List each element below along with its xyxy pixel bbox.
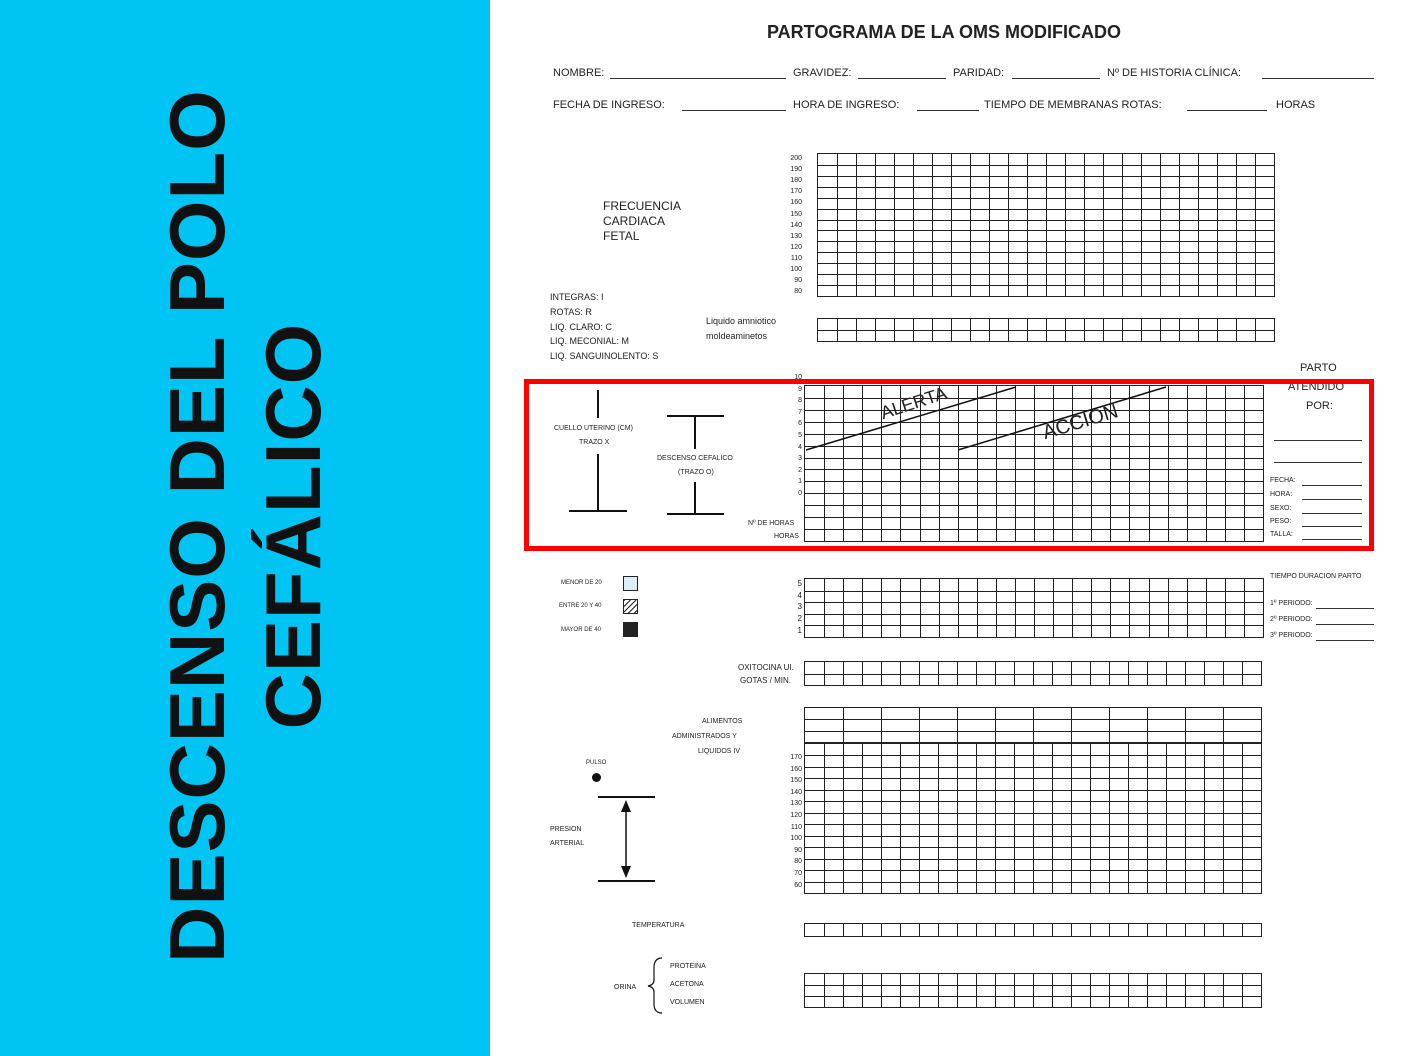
axis-tick-label: 100 xyxy=(790,266,802,273)
accion-label: ACCION xyxy=(1040,400,1121,445)
membranas-legend-item: ROTAS: R xyxy=(550,306,592,317)
axis-tick-label: 160 xyxy=(790,765,802,773)
horas-row-label: HORAS xyxy=(774,533,799,540)
volumen-label: VOLUMEN xyxy=(670,999,705,1006)
accion-line xyxy=(958,387,1166,450)
axis-tick-label: 60 xyxy=(794,881,802,889)
temperatura-label: TEMPERATURA xyxy=(632,922,685,929)
parto-label-2: ATENDIDO xyxy=(1288,381,1345,393)
axis-tick-label: 3 xyxy=(798,455,802,463)
axis-tick-label: 200 xyxy=(790,155,802,162)
axis-tick-label: 70 xyxy=(794,870,802,877)
gravidez-label: GRAVIDEZ: xyxy=(793,67,852,79)
liquido-label-2: moldeaminetos xyxy=(706,331,768,341)
presion-label-2: ARTERIAL xyxy=(550,840,585,847)
axis-tick-label: 140 xyxy=(790,788,802,796)
axis-tick-label: 170 xyxy=(790,754,802,761)
tiempo-title: TIEMPO DURACION PARTO xyxy=(1270,573,1362,580)
axis-tick-label: 130 xyxy=(790,232,802,240)
axis-tick-label: 110 xyxy=(790,823,802,831)
axis-tick-label: 2 xyxy=(797,614,802,624)
fcf-label-2: CARDIACA xyxy=(603,214,666,228)
axis-tick-label: 110 xyxy=(790,254,802,262)
alimentos-label-1: ALIMENTOS xyxy=(702,718,743,725)
parto-label-3: POR: xyxy=(1306,400,1333,412)
contraction-legend-3: MAYOR DE 40 xyxy=(561,627,601,633)
horas-label: HORAS xyxy=(1276,99,1316,111)
axis-tick-label: 5 xyxy=(798,432,802,439)
presion-label-1: PRESION xyxy=(550,826,582,833)
axis-tick-label: 90 xyxy=(794,277,802,285)
descenso-label-1: DESCENSO CEFALICO xyxy=(657,455,733,462)
orina-brace xyxy=(648,958,662,1013)
axis-tick-label: 4 xyxy=(798,443,802,451)
contraction-legend-2: ENTRE 20 Y 40 xyxy=(559,603,602,609)
periodo-3-label: 3º PERIODO: xyxy=(1270,632,1313,639)
oxitocina-label-1: OXITOCINA UI. xyxy=(738,663,794,672)
acetona-label: ACETONA xyxy=(670,981,704,988)
cuello-label-2: TRAZO X xyxy=(579,439,610,446)
axis-tick-label: 100 xyxy=(790,835,802,843)
axis-tick-label: 2 xyxy=(798,466,802,474)
axis-tick-label: 120 xyxy=(790,812,802,819)
axis-tick-label: 8 xyxy=(798,397,802,405)
axis-tick-label: 120 xyxy=(790,243,802,251)
form-title: PARTOGRAMA DE LA OMS MODIFICADO xyxy=(767,22,1121,42)
hora-ingreso-label: HORA DE INGRESO: xyxy=(793,99,900,111)
axis-tick-label: 80 xyxy=(794,858,802,866)
fecha-ingreso-label: FECHA DE INGRESO: xyxy=(553,99,665,111)
axis-tick-label: 150 xyxy=(790,777,802,785)
membranas-legend-item: INTEGRAS: I xyxy=(550,292,604,302)
axis-tick-label: 190 xyxy=(790,166,802,174)
oxitocina-label-2: GOTAS / MIN. xyxy=(740,676,791,685)
periodo-2-label: 2º PERIODO: xyxy=(1270,616,1313,623)
axis-tick-label: 0 xyxy=(798,490,802,497)
sexo-label: SEXO: xyxy=(1270,505,1292,512)
axis-tick-label: 90 xyxy=(794,846,802,854)
axis-tick-label: 6 xyxy=(798,420,802,428)
paridad-label: PARIDAD: xyxy=(953,67,1005,79)
peso-label: PESO: xyxy=(1270,518,1292,525)
pulso-label: PULSO xyxy=(586,760,607,766)
cuello-label-1: CUELLO UTERINO (CM) xyxy=(554,425,633,432)
slide-title-line2: CEFÁLICO xyxy=(249,322,337,730)
axis-tick-label: 140 xyxy=(790,221,802,229)
n-horas-label: Nº DE HORAS xyxy=(748,520,795,527)
contraction-legend-1: MENOR DE 20 xyxy=(561,580,602,586)
axis-tick-label: 10 xyxy=(794,374,802,381)
talla-label: TALLA: xyxy=(1270,531,1293,538)
orina-label: ORINA xyxy=(614,984,637,991)
membranas-legend-item: LIQ. CLARO: C xyxy=(550,321,613,332)
slide-title-line1: DESCENSO DEL POLO xyxy=(153,89,241,963)
membranas-legend-item: LIQ. SANGUINOLENTO: S xyxy=(550,351,659,362)
historia-label: Nº DE HISTORIA CLÍNICA: xyxy=(1107,67,1242,79)
parto-label-1: PARTO xyxy=(1300,362,1337,374)
axis-tick-label: 130 xyxy=(790,800,802,808)
axis-tick-label: 1 xyxy=(798,478,802,486)
membranas-legend-item: LIQ. MECONIAL: M xyxy=(550,336,630,347)
fecha-label: FECHA: xyxy=(1270,477,1296,484)
alerta-line xyxy=(806,387,1016,450)
axis-tick-label: 150 xyxy=(790,210,802,218)
nombre-label: NOMBRE: xyxy=(553,67,605,79)
membranas-label: TIEMPO DE MEMBRANAS ROTAS: xyxy=(984,99,1162,111)
axis-tick-label: 4 xyxy=(797,590,802,600)
axis-tick-label: 80 xyxy=(794,288,802,296)
hora-label: HORA: xyxy=(1270,491,1293,498)
axis-tick-label: 5 xyxy=(797,579,802,588)
axis-tick-label: 180 xyxy=(790,177,802,185)
proteina-label: PROTEINA xyxy=(670,963,706,970)
axis-tick-label: 7 xyxy=(798,408,802,416)
descenso-label-2: (TRAZO O) xyxy=(678,469,714,476)
fcf-label-3: FETAL xyxy=(603,229,640,243)
alerta-label: ALERTA xyxy=(878,382,950,424)
axis-tick-label: 9 xyxy=(798,385,802,393)
axis-tick-label: 3 xyxy=(797,602,802,612)
alimentos-label-3: LIQUIDOS IV xyxy=(698,748,741,755)
axis-tick-label: 1 xyxy=(797,625,802,635)
axis-tick-label: 160 xyxy=(790,199,802,207)
alimentos-label-2: ADMINISTRADOS Y xyxy=(672,733,737,740)
periodo-1-label: 1º PERIODO: xyxy=(1270,600,1313,607)
fcf-label-1: FRECUENCIA xyxy=(603,199,682,213)
axis-tick-label: 170 xyxy=(790,188,802,196)
liquido-label-1: Liquido amniotico xyxy=(706,316,777,326)
